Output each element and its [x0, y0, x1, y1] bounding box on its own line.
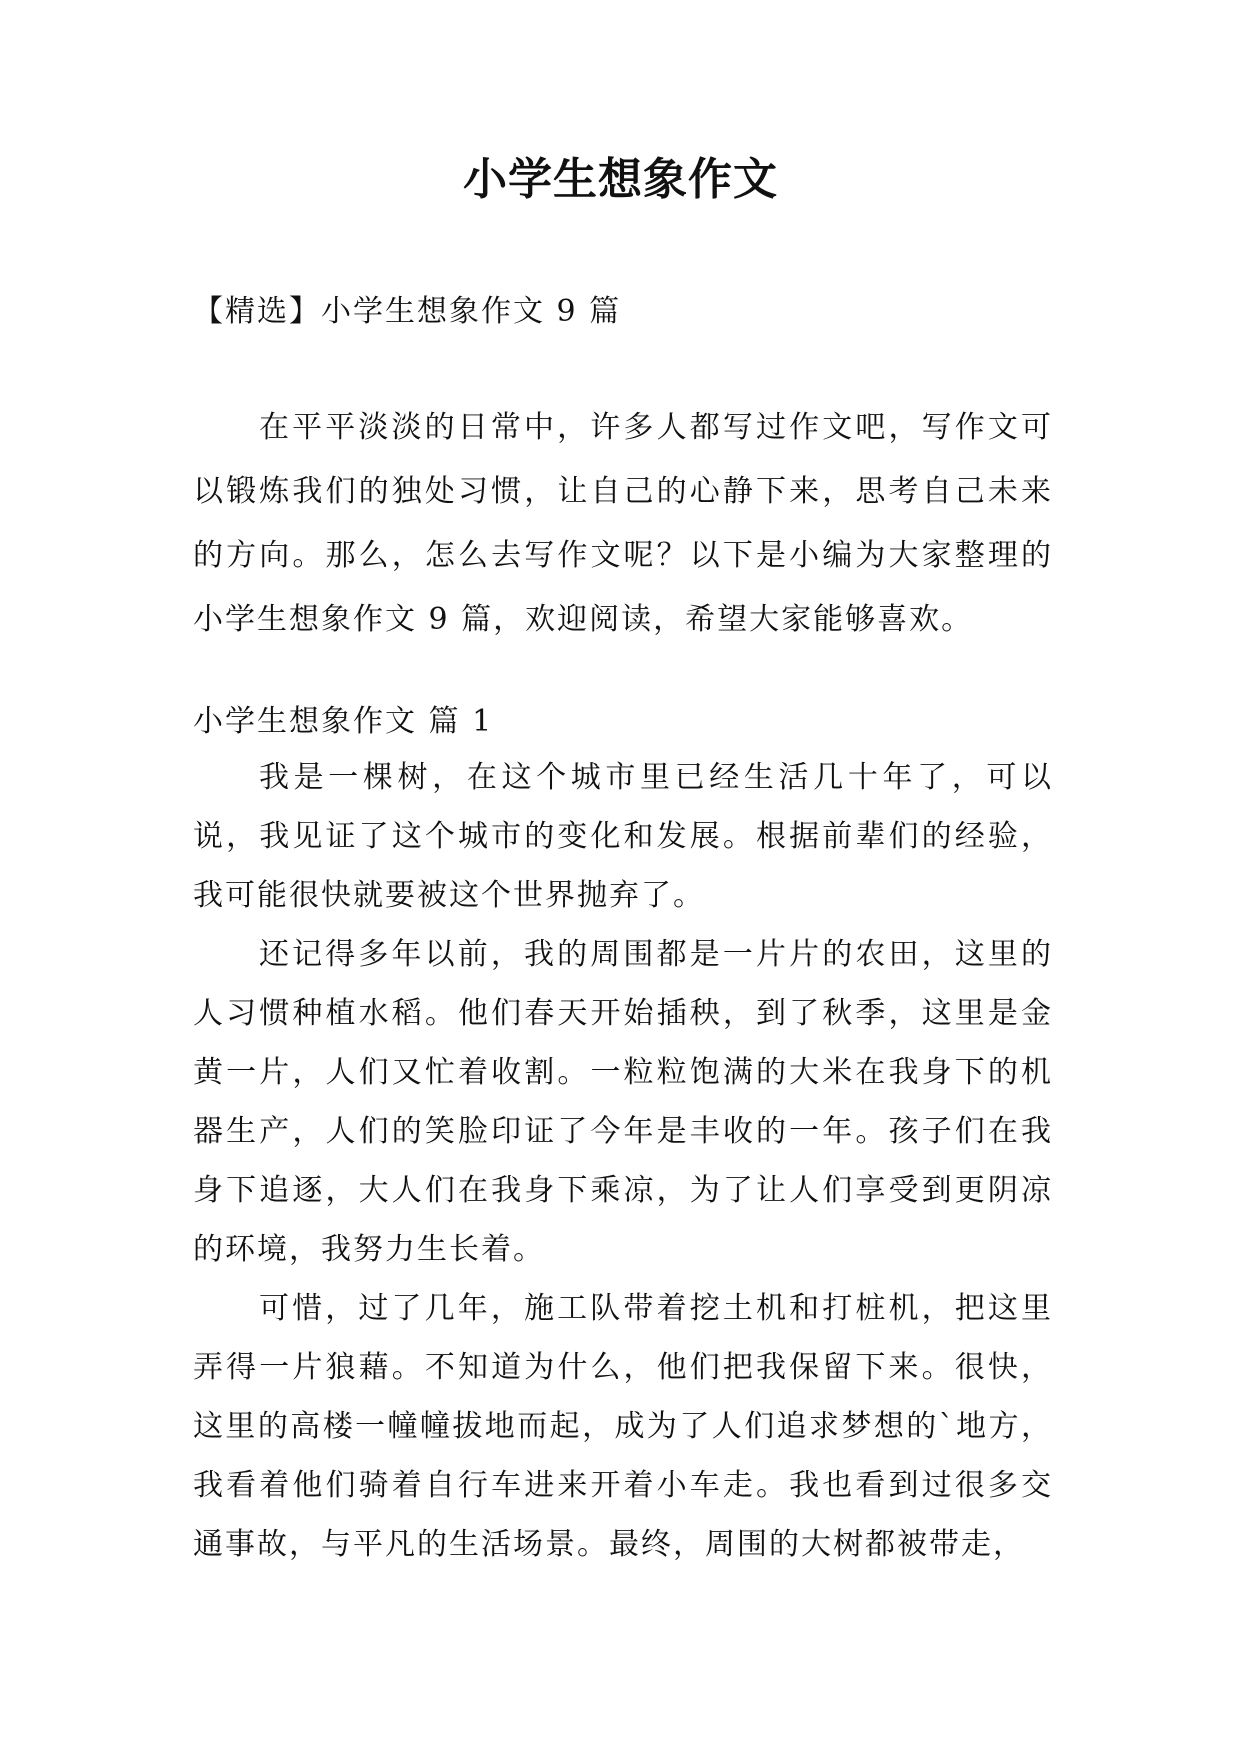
- intro-paragraph: 在平平淡淡的日常中，许多人都写过作文吧，写作文可以锻炼我们的独处习惯，让自己的心静下来，思考自己未来的方向。那么，怎么去写作文呢？以下是小编为大家整理的小学生想象作文 9 篇，欢迎阅读，希望大家能够喜欢。: [193, 410, 1053, 637]
- section-paragraph-1: 我是一棵树，在这个城市里已经生活几十年了，可以说，我见证了这个城市的变化和发展。根据前辈们的经验，我可能很快就要被这个世界抛弃了。: [193, 760, 1053, 913]
- document-title: 小学生想象作文: [463, 154, 778, 205]
- section-body: [193, 748, 1053, 1574]
- section-paragraph-2: 还记得多年以前，我的周围都是一片片的农田，这里的人习惯种植水稻。他们春天开始插秧，到了秋季，这里是金黄一片，人们又忙着收割。一粒粒饱满的大米在我身下的机器生产，人们的笑脸印证了今年是丰收的一年。孩子们在我身下追逐，大人们在我身下乘凉，为了让人们享受到更阴凉的环境，我努力生长着。: [193, 937, 1053, 1267]
- document-subtitle: 【精选】小学生想象作文 9 篇: [193, 294, 622, 329]
- section-paragraph-3: 可惜，过了几年，施工队带着挖土机和打桩机，把这里弄得一片狼藉。不知道为什么，他们把我保留下来。很快，这里的高楼一幢幢拔地而起，成为了人们追求梦想的`地方，我看着他们骑着自行车进来开着小车走。我也看到过很多交通事故，与平凡的生活场景。最终，周围的大树都被带走，: [193, 1291, 1053, 1562]
- section-heading: 小学生想象作文 篇 1: [193, 704, 494, 739]
